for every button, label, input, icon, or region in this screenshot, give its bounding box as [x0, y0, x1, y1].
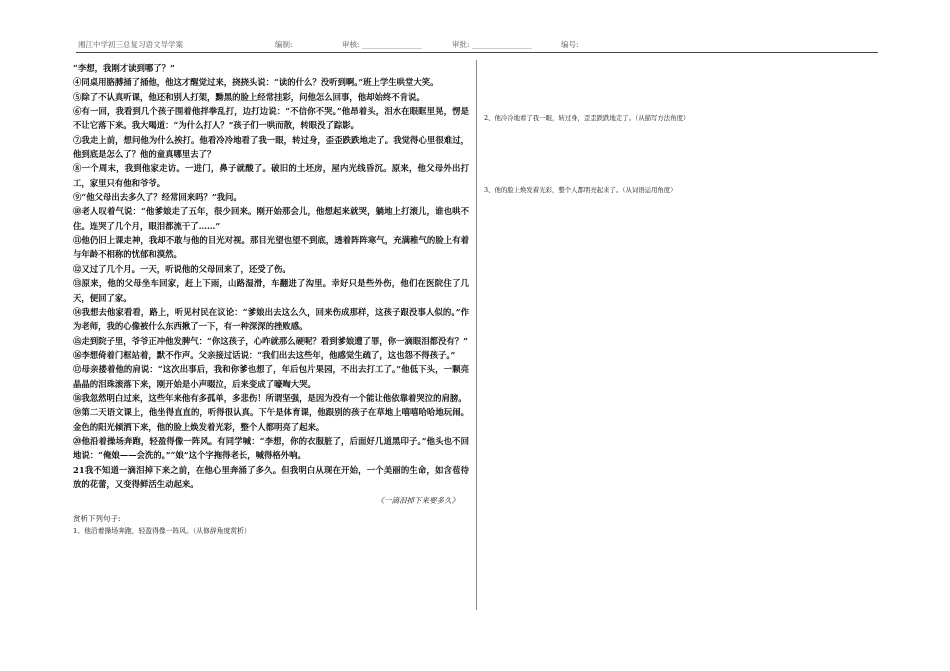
task-heading: 赏析下列句子:: [73, 514, 121, 524]
paragraph: ⑬原来，他的父母坐车回家，赶上下雨，山路湿滑，车翻进了沟里。幸好只是些外伤，他们在医院住了几天，便回了家。: [73, 278, 469, 303]
paragraph: 21我不知道一滴泪掉下来之前，在他心里奔涌了多久。但我明白从现在开始，一个美丽的生命，如含苞待放的花蕾，又变得鲜活生动起来。: [73, 464, 469, 489]
reviewer-field: 审核: ________________: [342, 40, 422, 49]
paragraph: ⑦我走上前，想问他为什么挨打。他看冷冷地看了我一眼，转过身，歪歪跌跌地走了。我觉得心里很难过，他到底是怎么了？他的童真哪里去了？: [73, 134, 469, 160]
passage-source: 《一滴泪掉下来要多久》: [376, 496, 459, 506]
school-title: 湘江中学初三总复习语文导学案: [78, 40, 183, 49]
paragraph: ⑫又过了几个月。一天，听说他的父母回来了，还受了伤。: [73, 263, 291, 274]
task-item-1: 1、他沿着操场奔跑，轻盈得像一阵风。（从修辞角度赏析）: [73, 527, 251, 536]
paragraph: ⑰母亲搂着他的肩说：“这次出事后，我和你爹也想了，年后包片果园，不出去打工了。”他低下头，一颗亮晶晶的泪珠滚落下来，刚开始是小声啜泣，后来变成了嚎啕大哭。: [73, 364, 469, 389]
paragraph: ⑤除了不认真听课，他还和别人打架，黝黑的脸上经常挂彩，问他怎么回事，他却始终不肯说。: [73, 91, 425, 102]
column-divider: [476, 60, 477, 610]
paragraph: ⑧一个周末，我到他家走访。一进门，鼻子就酸了。破旧的土坯房，屋内光线昏沉。原来，他父母外出打工，家里只有他和爷爷。: [73, 163, 469, 188]
task-item-2: [484, 112, 864, 125]
approver-field: 审批: ________________: [452, 40, 532, 49]
paragraph: ⑱我忽然明白过来，这些年来他有多孤单，多悲伤！所谓坚强，是因为没有一个能让他依靠着哭泣的肩膀。: [73, 392, 467, 403]
editor-field: 编制:: [275, 40, 293, 49]
number-field: 编号:: [561, 40, 579, 49]
paragraph: ⑨“他父母出去多久了？经常回来吗？”我问。: [73, 192, 242, 203]
task-item-3: [484, 184, 864, 197]
paragraph: ⑳他沿着操场奔跑，轻盈得像一阵风。有同学喊：“李想，你的衣服脏了，后面好几道黑印子。”他头也不回地说：“俺娘——会洗的。”“娘”这个字拖得老长，喊得格外响。: [73, 435, 469, 461]
paragraph: ⑯李想倚着门框站着，默不作声。父亲接过话说：“我们出去这些年，他感觉生疏了，这也怨不得孩子。”: [73, 349, 456, 360]
paragraph: ⑪他仍旧上课走神，我却不敢与他的目光对视。那目光望也望不到底，透着阵阵寒气，充满稚气的脸上有着与年龄不相称的忧郁和漠然。: [73, 235, 469, 260]
paragraph: ⑭我想去他家看看，路上，听见村民在议论：“爹娘出去这么久，回来伤成那样，这孩子跟没事人似的。”作为老师，我的心像被什么东西揪了一下，有一种深深的挫败感。: [73, 306, 469, 332]
task-item-3-text: 3、他的脸上焕发着光彩，整个人都明亮起来了。（从词语运用角度）: [484, 186, 677, 194]
task-item-2-text: 2、他冷冷地看了我一眼，转过身，歪歪跌跌地走了。（从描写方法角度）: [484, 114, 690, 122]
paragraph: “李想，我刚才读到哪了？”: [73, 63, 175, 73]
reading-passage: [73, 61, 469, 538]
paragraph: ⑥有一回，我看到几个孩子围着他拌拳乱打，边打边说：“不信你不哭。”他昂着头，泪水在眼眶里晃，愣是不让它落下来。我大喝道：“为什么打人？”孩子们一哄而散，转眼没了踪影。: [73, 106, 469, 131]
paragraph: ④同桌用胳膊捅了捅他，他这才醒觉过来，挠挠头说：“读的什么？没听到啊。”班上学生哄堂大笑。: [73, 77, 439, 88]
paragraph: ⑩老人叹着气说：“他爹娘走了五年，很少回来。刚开始那会儿，他想起来就哭，躺地上打滚儿，谁也哄不住。连哭了几个月，眼泪都流干了……”: [73, 206, 469, 231]
paragraph: ⑮走到院子里，爷爷正冲他发脾气：“你这孩子，心咋就那么硬呢？看到爹娘遭了罪，你一滴眼泪都没有？”: [73, 335, 468, 346]
paragraph: ⑲第二天语文课上，他坐得直直的，听得很认真。下午是体育课，他跟别的孩子在草地上嘻嘻哈哈地玩闹。金色的阳光倾洒下来，他的脸上焕发着光彩，整个人都明亮了起来。: [73, 407, 469, 432]
page-header: [76, 38, 878, 53]
